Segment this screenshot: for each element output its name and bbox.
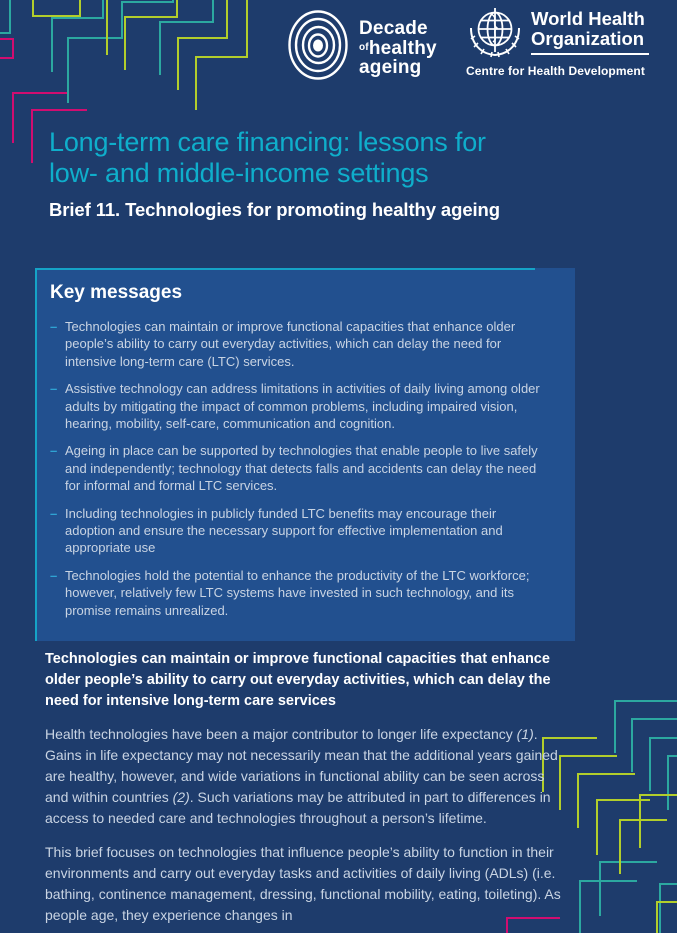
- decade-logo: [286, 8, 437, 82]
- key-message-text: Ageing in place can be supported by technologies that enable people to live safely and independently; technology that detects falls and accidents can delay the need for informal and formal LTC services.: [65, 443, 538, 494]
- page-title-line2: low- and middle-income settings: [49, 158, 429, 188]
- key-message-item: [50, 318, 549, 370]
- decade-logo-of: of: [359, 42, 369, 53]
- decade-logo-line3: ageing: [359, 57, 422, 78]
- paragraph-1-text: . Gains in life expectancy may not necessarily mean that the additional years gained are healthy, however, and wide variations in functional ability can be seen across and within countries: [45, 726, 558, 806]
- decade-logo-line2: [359, 38, 437, 58]
- key-message-text: Assistive technology can address limitations in activities of daily living among older adults by mitigating the impact of common problems, including impaired vision, hearing, mobility, self-care, communication and cognition.: [65, 381, 540, 432]
- who-name-line2: Organization: [531, 27, 645, 49]
- decade-logo-line1: Decade: [359, 18, 428, 39]
- bullet-dash-icon: –: [50, 319, 58, 334]
- decade-logo-healthy: healthy: [368, 38, 437, 59]
- key-message-item: [50, 567, 549, 619]
- key-message-text: Including technologies in publicly funded LTC benefits may encourage their adoption and ensure the necessary support for effective implementation and appropriate use: [65, 505, 503, 556]
- bullet-dash-icon: –: [50, 567, 58, 583]
- key-message-item: [50, 380, 549, 432]
- reference-1: (1): [516, 726, 534, 743]
- bullet-dash-icon: –: [50, 381, 58, 397]
- key-message-text: Technologies can maintain or improve functional capacities that enhance older people’s ability to carry out everyday activities, which can delay the need for intensive long-term care (LTC) services.: [65, 319, 516, 369]
- paragraph-1-text: . Such variations may be attributed in part to differences in access to needed care and technologies throughout a person’s lifetime.: [45, 789, 551, 827]
- decade-concentric-circles-icon: [286, 8, 350, 82]
- who-emblem-icon: [466, 6, 524, 58]
- body-column: [45, 649, 561, 933]
- key-message-item: [50, 505, 549, 557]
- key-message-item: [50, 442, 549, 494]
- section-heading: Technologies can maintain or improve functional capacities that enhance older people’s ability to carry out everyday activities, which can delay the need for intensive long-term care services: [45, 651, 551, 710]
- key-messages-list: [50, 318, 549, 619]
- page-title: [49, 127, 486, 189]
- who-name: [531, 6, 649, 55]
- decade-logo-text: [359, 8, 437, 77]
- key-message-text: Technologies hold the potential to enhance the productivity of the LTC workforce; however, relatively few LTC systems have invested in such technology, and its promise remains unrealized.: [65, 567, 530, 618]
- key-messages-box: [35, 268, 575, 641]
- key-messages-top-border: [35, 268, 535, 270]
- key-messages-heading: Key messages: [50, 282, 183, 303]
- page-title-line1: Long-term care financing: lessons for: [49, 127, 486, 157]
- reference-2: (2): [172, 789, 190, 806]
- paragraph-1-text: Health technologies have been a major contributor to longer life expectancy: [45, 726, 517, 743]
- who-separator: [531, 53, 649, 55]
- who-name-line1: World Health: [531, 8, 645, 29]
- bullet-dash-icon: –: [50, 505, 58, 521]
- who-subtitle: Centre for Health Development: [466, 64, 645, 78]
- brief-subtitle: Brief 11. Technologies for promoting healthy ageing: [49, 199, 500, 220]
- bullet-dash-icon: –: [50, 443, 58, 459]
- paragraph-1: [45, 724, 561, 829]
- paragraph-2: This brief focuses on technologies that influence people’s ability to function in their environments and carry out everyday tasks and activities of daily living (ADLs) (i.e. bathing, continence management, dressing, functional mobility, eating, toileting). As people age, they experience changes in: [45, 844, 561, 924]
- who-logo: [466, 6, 649, 78]
